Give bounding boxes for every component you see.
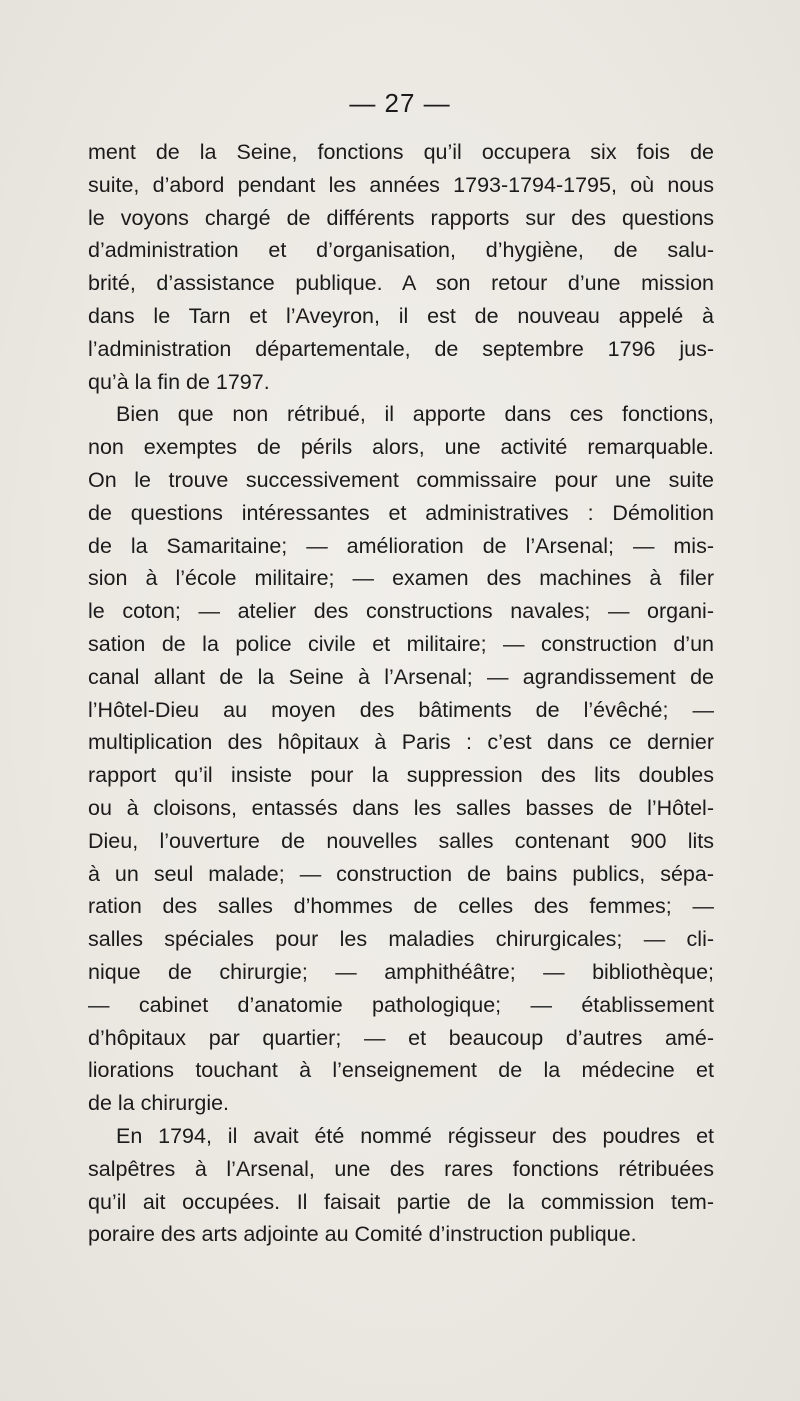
text-line: multiplication des hôpitaux à Paris : c’est dans ce dernier xyxy=(88,730,714,755)
text-line: qu’à la fin de 1797. xyxy=(88,369,270,394)
text-line: ment de la Seine, fonctions qu’il occupera six fois de xyxy=(88,140,714,164)
text-line: poraire des arts adjointe au Comité d’instruction publique. xyxy=(88,1222,637,1247)
text-line: ou à cloisons, entassés dans les salles basses de l’Hôtel- xyxy=(88,795,714,820)
text-line: le voyons chargé de différents rapports sur des questions xyxy=(88,205,714,230)
text-line: d’hôpitaux par quartier; — et beaucoup d’autres amé- xyxy=(88,1025,714,1050)
text-line: — cabinet d’anatomie pathologique; — établissement xyxy=(88,992,714,1017)
text-line: à un seul malade; — construction de bains publics, sépa- xyxy=(88,861,714,886)
text-line: brité, d’assistance publique. A son retour d’une mission xyxy=(88,271,714,296)
text-line: l’Hôtel-Dieu au moyen des bâtiments de l’évêché; — xyxy=(88,697,714,722)
text-line: de questions intéressantes et administratives : Démolition xyxy=(88,500,714,525)
text-line: salpêtres à l’Arsenal, une des rares fonctions rétribuées xyxy=(88,1156,714,1181)
paragraph-start-line: Bien que non rétribué, il apporte dans ces fonctions, xyxy=(116,402,714,427)
text-line: ration des salles d’hommes de celles des femmes; — xyxy=(88,894,714,919)
text-line: non exemptes de périls alors, une activité remarquable. xyxy=(88,435,714,460)
text-line: salles spéciales pour les maladies chirurgicales; — cli- xyxy=(88,927,714,952)
text-line: l’administration départementale, de septembre 1796 jus- xyxy=(88,336,714,361)
body-text xyxy=(88,136,714,1251)
page-number: — 27 — xyxy=(349,88,451,118)
text-line: canal allant de la Seine à l’Arsenal; — agrandissement de xyxy=(88,664,714,689)
text-line: suite, d’abord pendant les années 1793-1794-1795, où nous xyxy=(88,172,714,197)
text-line: qu’il ait occupées. Il faisait partie de la commission tem- xyxy=(88,1189,714,1214)
text-line: de la chirurgie. xyxy=(88,1091,230,1116)
paragraph-start-line: En 1794, il avait été nommé régisseur des poudres et xyxy=(116,1123,714,1148)
text-line: dans le Tarn et l’Aveyron, il est de nouveau appelé à xyxy=(88,303,714,328)
text-line: Dieu, l’ouverture de nouvelles salles contenant 900 lits xyxy=(88,828,714,853)
text-line: sion à l’école militaire; — examen des machines à filer xyxy=(88,566,714,591)
text-line: sation de la police civile et militaire; — construction d’un xyxy=(88,631,714,656)
text-line: nique de chirurgie; — amphithéâtre; — bibliothèque; xyxy=(88,959,714,984)
text-line: rapport qu’il insiste pour la suppression des lits doubles xyxy=(88,763,714,788)
text-line: le coton; — atelier des constructions navales; — organi- xyxy=(88,599,714,624)
text-line: liorations touchant à l’enseignement de la médecine et xyxy=(88,1058,714,1083)
text-line: d’administration et d’organisation, d’hygiène, de salu- xyxy=(88,238,714,263)
text-line: de la Samaritaine; — amélioration de l’Arsenal; — mis- xyxy=(88,533,714,558)
text-line: On le trouve successivement commissaire pour une suite xyxy=(88,467,714,492)
